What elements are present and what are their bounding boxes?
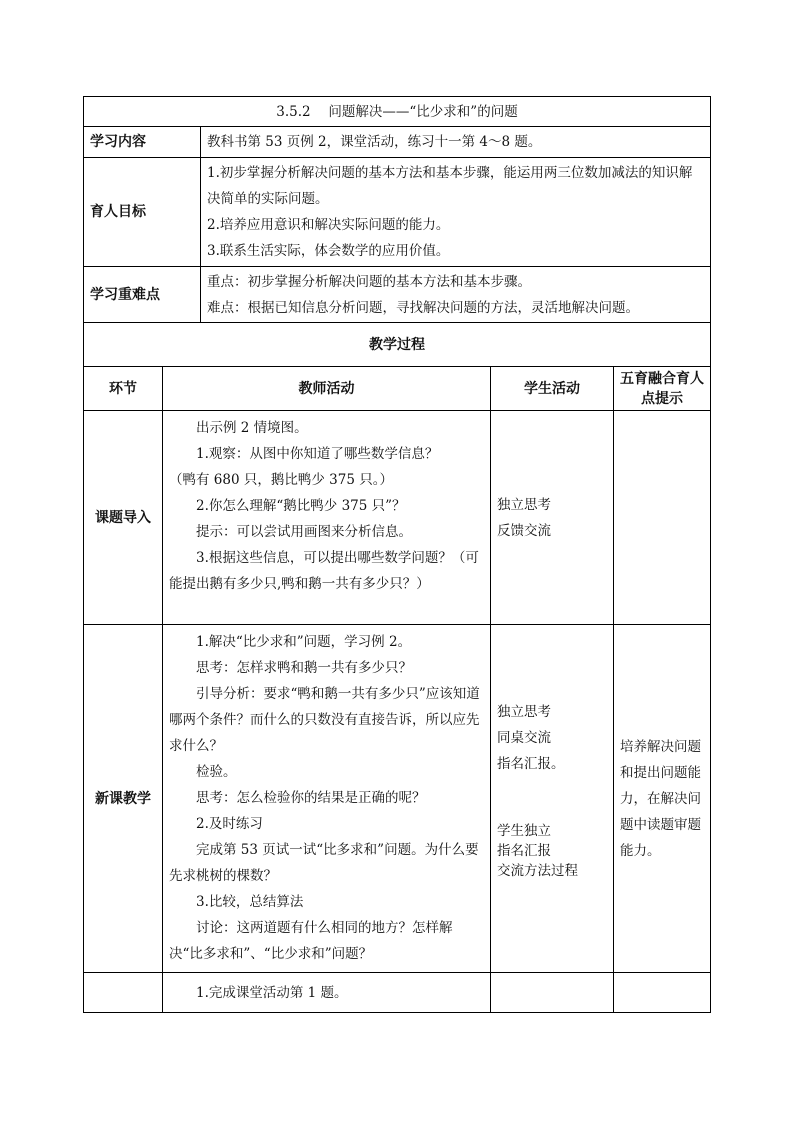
new-lesson-student bbox=[491, 625, 614, 973]
intro-teacher-line: 3.根据这些信息，可以提出哪些数学问题？（可能提出鹅有多少只,鸭和鹅一共有多少只？） bbox=[169, 550, 479, 592]
new-lesson-teacher-line: 3.比较，总结算法 bbox=[196, 894, 304, 910]
new-lesson-teacher-line: 1.解决“比少求和”问题，学习例 2。 bbox=[196, 634, 412, 650]
learning-content-label: 学习内容 bbox=[84, 127, 201, 158]
practice-student bbox=[491, 973, 614, 1013]
new-lesson-teacher bbox=[163, 625, 491, 973]
goal-line: 1.初步掌握分析解决问题的基本方法和基本步骤，能运用两三位数加减法的知识解决简单的实际问题。 bbox=[207, 165, 693, 207]
goals-text bbox=[201, 158, 711, 267]
lesson-title: 3.5.2 问题解决——“比少求和”的问题 bbox=[84, 97, 711, 127]
intro-student-line: 反馈交流 bbox=[497, 522, 551, 539]
goal-line: 2.培养应用意识和解决实际问题的能力。 bbox=[207, 217, 450, 233]
new-lesson-student-line: 指名汇报 bbox=[497, 843, 551, 859]
goals-label: 育人目标 bbox=[84, 158, 201, 267]
intro-student bbox=[491, 411, 614, 625]
key-points-text bbox=[201, 267, 711, 323]
intro-teacher-line: 2.你怎么理解“鹅比鸭少 375 只”？ bbox=[196, 498, 406, 514]
new-lesson-student-line: 独立思考 bbox=[497, 704, 551, 720]
column-segment: 环节 bbox=[84, 367, 163, 411]
goal-line: 3.联系生活实际，体会数学的应用价值。 bbox=[207, 243, 450, 259]
column-five-education: 五育融合育人点提示 bbox=[614, 367, 711, 411]
new-lesson-teacher-line: 引导分析：要求“鸭和鹅一共有多少只”应该知道哪两个条件？而什么的只数没有直接告诉，所以应先求什么？ bbox=[169, 686, 480, 754]
intro-teacher-line: 提示：可以尝试用画图来分析信息。 bbox=[196, 524, 412, 540]
column-student: 学生活动 bbox=[491, 367, 614, 411]
new-lesson-teacher-line: 完成第 53 页试一试“比多求和”问题。为什么要先求桃树的棵数？ bbox=[169, 842, 479, 884]
practice-teacher: 1.完成课堂活动第 1 题。 bbox=[163, 973, 491, 1013]
process-heading: 教学过程 bbox=[84, 323, 711, 367]
column-teacher: 教师活动 bbox=[163, 367, 491, 411]
new-lesson-segment: 新课教学 bbox=[84, 625, 163, 973]
practice-five bbox=[614, 973, 711, 1013]
new-lesson-teacher-line: 思考：怎么检验你的结果是正确的呢？ bbox=[196, 790, 426, 806]
new-lesson-student-line: 同桌交流 bbox=[497, 730, 551, 746]
practice-segment bbox=[84, 973, 163, 1013]
intro-teacher-line: 1.观察：从图中你知道了哪些数学信息？ bbox=[196, 446, 439, 462]
intro-student-line: 独立思考 bbox=[497, 496, 551, 513]
new-lesson-teacher-line: 思考：怎样求鸭和鹅一共有多少只？ bbox=[196, 660, 412, 676]
key-points-label: 学习重难点 bbox=[84, 267, 201, 323]
intro-teacher-line: （鸭有 680 只，鹅比鸭少 375 只。） bbox=[169, 472, 393, 488]
lesson-table bbox=[83, 96, 711, 1013]
new-lesson-five: 培养解决问题和提出问题能力，在解决问题中读题审题能力。 bbox=[614, 625, 711, 973]
intro-teacher-line: 出示例 2 情境图。 bbox=[196, 420, 308, 436]
intro-segment: 课题导入 bbox=[84, 411, 163, 625]
new-lesson-teacher-line: 讨论：这两道题有什么相同的地方？怎样解决“比多求和”、“比少求和”问题？ bbox=[169, 920, 453, 962]
intro-teacher bbox=[163, 411, 491, 625]
new-lesson-student-line: 指名汇报。 bbox=[497, 756, 565, 772]
new-lesson-teacher-line: 2.及时练习 bbox=[196, 816, 263, 832]
intro-five bbox=[614, 411, 711, 625]
new-lesson-teacher-line: 检验。 bbox=[196, 764, 237, 780]
new-lesson-student-line: 交流方法过程 bbox=[497, 863, 578, 879]
lesson-plan bbox=[83, 96, 710, 1013]
key-point-line: 难点：根据已知信息分析问题，寻找解决问题的方法，灵活地解决问题。 bbox=[207, 299, 639, 316]
new-lesson-student-line: 学生独立 bbox=[497, 823, 551, 839]
learning-content-text: 教科书第 53 页例 2，课堂活动，练习十一第 4～8 题。 bbox=[201, 127, 711, 158]
key-point-line: 重点：初步掌握分析解决问题的基本方法和基本步骤。 bbox=[207, 273, 531, 290]
